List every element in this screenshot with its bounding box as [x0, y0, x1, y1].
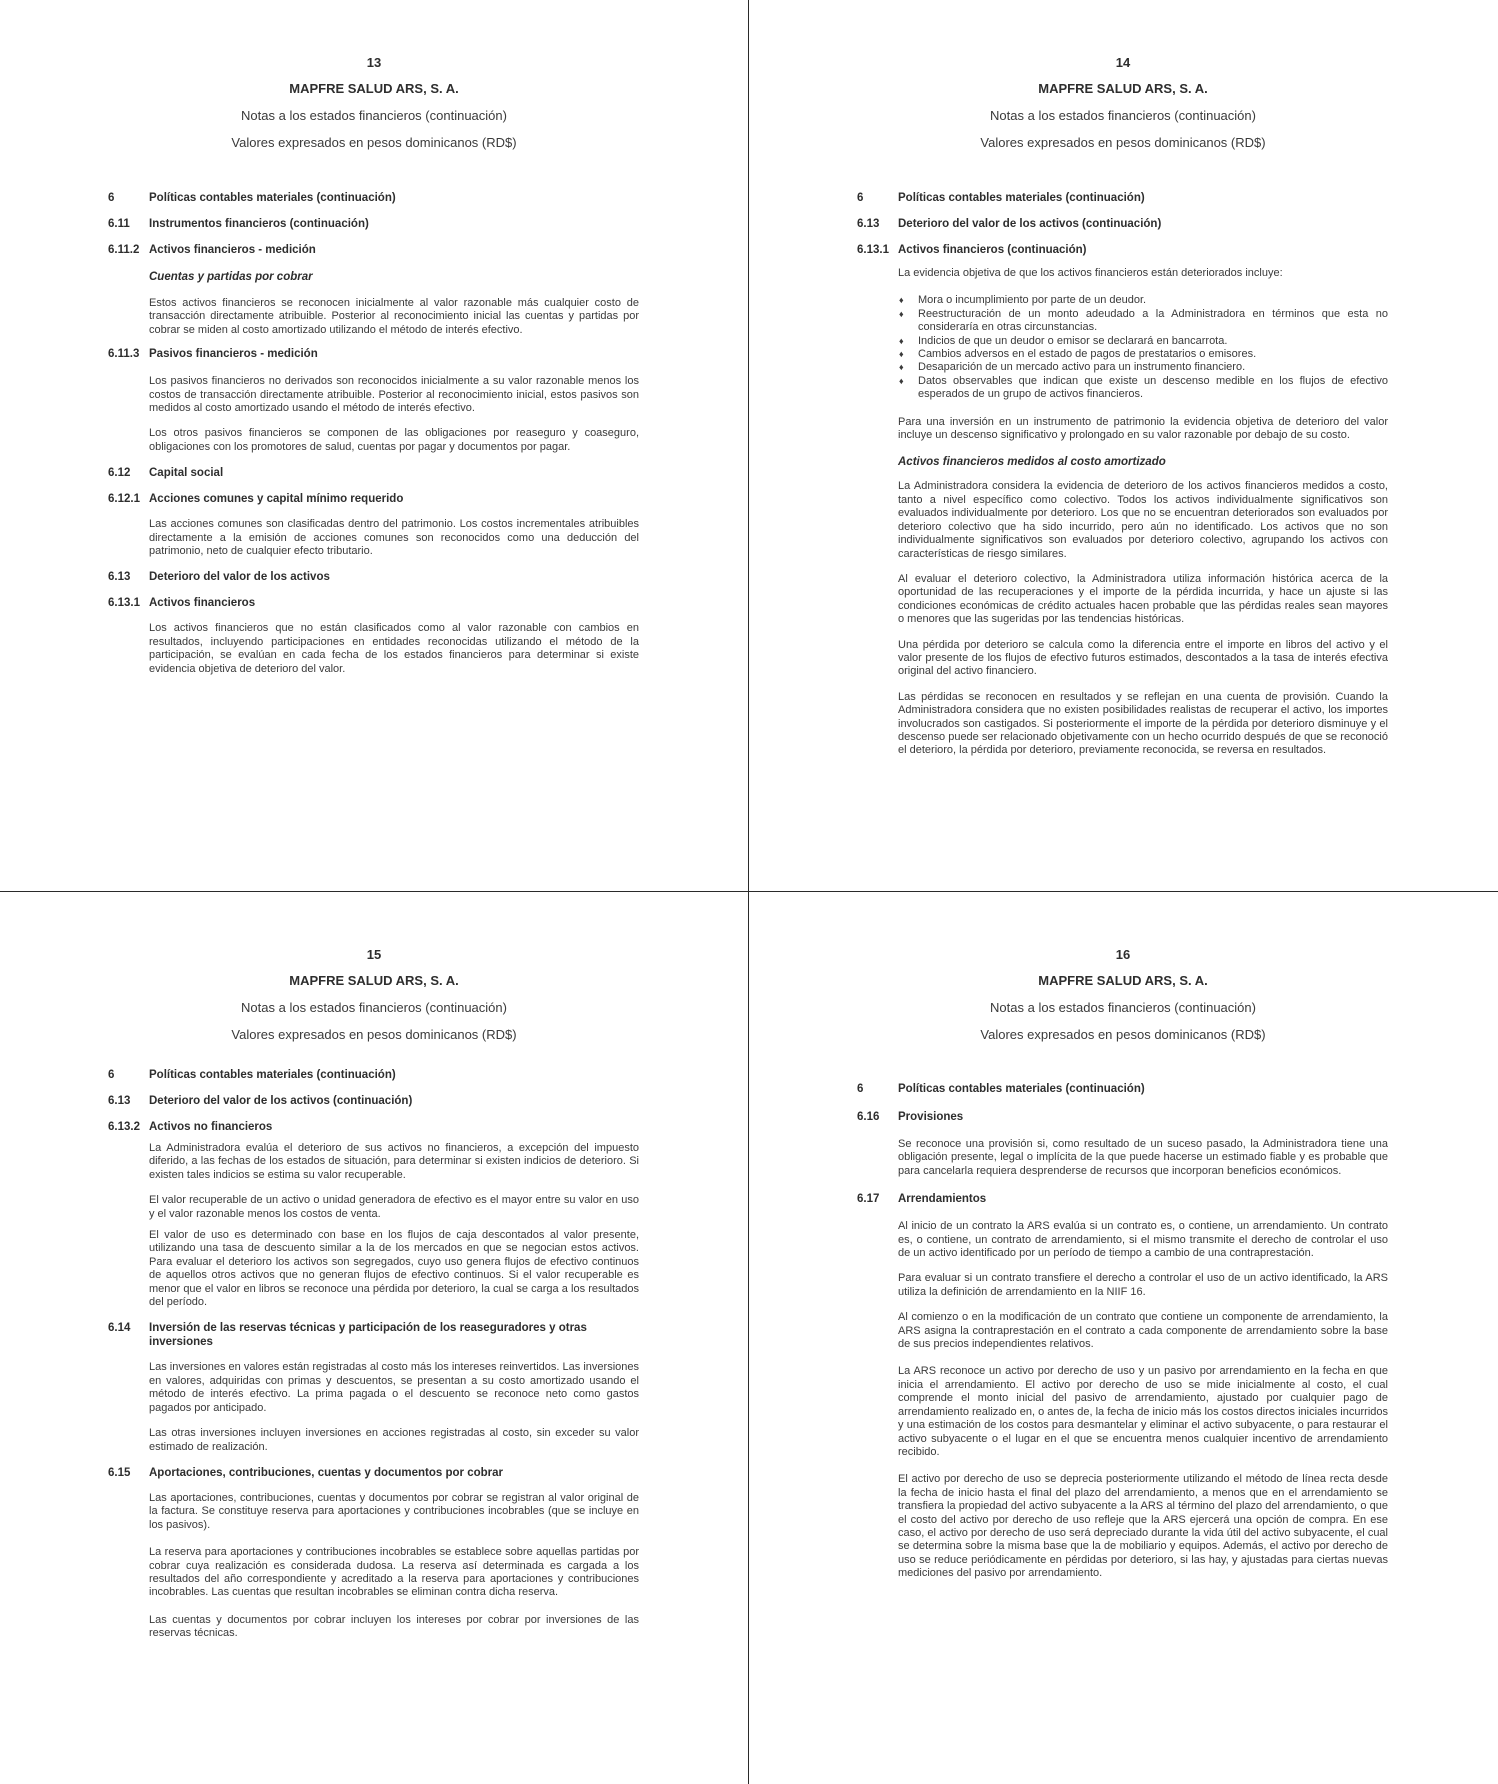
section-heading: 6.15 Aportaciones, contribuciones, cuentas y documentos por cobrar: [108, 1466, 504, 1479]
page-subtitle: Notas a los estados financieros (continuación): [241, 1000, 507, 1015]
list-item: ♦ Datos observables que indican que existe un descenso medible en los flujos de efectivo esperados de un grupo de activos financieros.: [899, 374, 1388, 401]
paragraph: Las aportaciones, contribuciones, cuentas y documentos por cobrar se registran al valor original de la factura. Se constituye reserva para aportaciones y contribuciones incobrables (que se incluye en los pasivos).: [149, 1491, 639, 1531]
paragraph: Los pasivos financieros no derivados son reconocidos inicialmente a su valor razonable menos los costos de transacción directamente atribuible. Posterior al reconocimiento inicial, estos pasivos son medidos al costo amortizado usando el método de interés efectivo.: [149, 375, 639, 415]
bullet-list: [898, 294, 1388, 401]
section-heading: 6.13 Deterioro del valor de los activos (continuación): [857, 218, 1162, 230]
section-heading: 6.13.2 Activos no financieros: [108, 1121, 273, 1133]
page-body: [857, 1082, 1388, 1581]
paragraph: Los otros pasivos financieros se componen de las obligaciones por reaseguro y coaseguro, obligaciones con los promotores de salud, cuentas por pagar y documentos por pagar.: [149, 427, 639, 453]
page-number: 16: [1115, 947, 1131, 962]
paragraph: El valor recuperable de un activo o unidad generadora de efectivo es el mayor entre su valor en uso y el valor razonable menos los costos de venta.: [149, 1194, 639, 1220]
paragraph: El activo por derecho de uso se deprecia posteriormente utilizando el método de línea recta desde la fecha de inicio hasta el final del plazo del arrendamiento, a menos que en el arrendamiento se transfiera la propiedad del activo subyacente a la ARS al término del plazo del arrendamiento, o que el costo del activo por derecho de uso refleje que la ARS ejercerá una opción de compra. En ese caso, el activo por derecho de uso será depreciado durante la vida útil del activo subyacente, el cual se determina sobre la misma base que la de mobiliario y equipos. Además, el activo por derecho de uso se reduce periódicamente en pérdidas por deterioro, si las hay, y ajustadas para ciertas nuevas mediciones del pasivo por arrendamiento.: [898, 1473, 1388, 1580]
paragraph: Las acciones comunes son clasificadas dentro del patrimonio. Los costos incrementales atribuibles directamente a la emisión de acciones comunes son reconocidos como una deducción del patrimonio, neto de cualquier efecto tributario.: [149, 518, 639, 558]
section-heading: 6.12.1 Acciones comunes y capital mínimo requerido: [108, 493, 404, 506]
page-number: 14: [1115, 55, 1131, 70]
list-item: ♦ Desaparición de un mercado activo para un instrumento financiero.: [899, 361, 1246, 374]
list-item: ♦ Mora o incumplimiento por parte de un deudor.: [899, 294, 1147, 307]
list-item: ♦ Indicios de que un deudor o emisor se declarará en bancarrota.: [899, 334, 1228, 347]
paragraph: Estos activos financieros se reconocen inicialmente al valor razonable más cualquier costo de transacción directamente atribuible. Posterior al reconocimiento inicial las cuentas y partidas por cobrar se miden al costo amortizado utilizando el método de interés efectivo.: [149, 297, 639, 336]
diamond-bullet-icon: ♦: [899, 295, 904, 306]
paragraph: Una pérdida por deterioro se calcula como la diferencia entre el importe en libros del activo y el valor presente de los flujos de efectivo futuros estimados, descontados a la tasa de interés efectiva original del activo financiero.: [898, 638, 1388, 678]
page-15: [0, 892, 748, 1783]
paragraph: Los activos financieros que no están clasificados como al valor razonable con cambios en resultados, incluyendo participaciones en entidades reconocidas utilizando el método de la participación, se evalúan en cada fecha de los estados financieros para determinar si existe evidencia objetiva de deterioro del valor.: [149, 622, 639, 675]
paragraph: Las otras inversiones incluyen inversiones en acciones registradas al costo, sin exceder su valor estimado de realización.: [149, 1427, 639, 1453]
section-heading: 6.11.3 Pasivos financieros - medición: [108, 348, 318, 361]
diamond-bullet-icon: ♦: [899, 362, 904, 373]
page-subtitle: Notas a los estados financieros (continuación): [241, 108, 507, 123]
section-heading: 6.14 Inversión de las reservas técnicas y participación de los reaseguradores y otras inversiones: [108, 1322, 587, 1349]
paragraph: Para evaluar si un contrato transfiere el derecho a controlar el uso de un activo identificado, la ARS utiliza la definición de arrendamiento en la NIIF 16.: [898, 1272, 1388, 1298]
company-name: MAPFRE SALUD ARS, S. A.: [289, 81, 459, 96]
section-heading: 6.11.2 Activos financieros - medición: [108, 244, 316, 256]
section-heading: 6.13.1 Activos financieros: [108, 597, 256, 610]
page-13: [0, 0, 748, 891]
paragraph: La Administradora evalúa el deterioro de sus activos no financieros, a excepción del impuesto diferido, a las fechas de los estados de situación, para determinar si existen indicios de deterioro. Si existen tales indicios se estima su valor recuperable.: [149, 1142, 639, 1181]
currency-note: Valores expresados en pesos dominicanos (RD$): [980, 1027, 1266, 1042]
page-subtitle: Notas a los estados financieros (continuación): [990, 108, 1256, 123]
section-heading: 6 Políticas contables materiales (continuación): [857, 1083, 1145, 1095]
list-item: ♦ Cambios adversos en el estado de pagos de prestatarios o emisores.: [899, 348, 1257, 361]
currency-note: Valores expresados en pesos dominicanos (RD$): [231, 135, 517, 150]
page-number: 13: [366, 55, 382, 70]
currency-note: Valores expresados en pesos dominicanos (RD$): [231, 1027, 517, 1042]
paragraph: Al comienzo o en la modificación de un contrato que contiene un componente de arrendamiento, la ARS asigna la contraprestación en el contrato a cada componente de arrendamiento sobre la base de sus precios independientes relativos.: [898, 1311, 1388, 1351]
page-body: [108, 191, 639, 676]
italic-subheading: Activos financieros medidos al costo amortizado: [898, 456, 1166, 469]
paragraph: Al inicio de un contrato la ARS evalúa si un contrato es, o contiene, un arrendamiento. Un contrato es, o contiene, un contrato de arrendamiento, si el mismo transmite el derecho de controlar el uso de un activo identificado por un período de tiempo a cambio de una contraprestación.: [898, 1220, 1388, 1260]
section-heading: 6.13 Deterioro del valor de los activos: [108, 571, 330, 584]
diamond-bullet-icon: ♦: [899, 349, 904, 360]
section-heading: 6 Políticas contables materiales (continuación): [857, 192, 1145, 204]
company-name: MAPFRE SALUD ARS, S. A.: [289, 973, 459, 988]
paragraph: Las pérdidas se reconocen en resultados y se reflejan en una cuenta de provisión. Cuando la Administradora considera que no existen posibilidades realistas de recuperar el activo, los importes involucrados son castigados. Si posteriormente el importe de la pérdida por deterioro disminuye y el descenso puede ser relacionado objetivamente con un hecho ocurrido después de que se reconoció el deterioro, la pérdida por deterioro, previamente reconocida, se reversa en resultados.: [898, 690, 1388, 757]
paragraph: Para una inversión en un instrumento de patrimonio la evidencia objetiva de deterioro del valor incluye un descenso significativo y prolongado en su valor razonable por debajo de su costo.: [898, 415, 1388, 442]
page-body: [108, 1068, 639, 1641]
currency-note: Valores expresados en pesos dominicanos (RD$): [980, 135, 1266, 150]
section-heading: 6 Políticas contables materiales (continuación): [108, 1069, 396, 1081]
section-heading: 6.11 Instrumentos financieros (continuación): [108, 218, 369, 230]
company-name: MAPFRE SALUD ARS, S. A.: [1038, 81, 1208, 96]
italic-subheading: Cuentas y partidas por cobrar: [149, 271, 313, 283]
page-body: [857, 191, 1388, 758]
paragraph: El valor de uso es determinado con base en los flujos de caja descontados al valor presente, utilizando una tasa de descuento similar a la de los mercados en que se negocian estos activos. Para evaluar el deterioro los activos son segregados, cuyo uso genera flujos de efectivo continuos de aquellos otros activos que no generan flujos de efectivo continuos. Si el valor recuperable es menor que el valor en libros se reconoce una pérdida por deterioro, la cual se carga a los resultados del período.: [149, 1229, 639, 1309]
diamond-bullet-icon: ♦: [899, 375, 904, 386]
section-heading: 6 Políticas contables materiales (continuación): [108, 192, 396, 204]
paragraph: Se reconoce una provisión si, como resultado de un suceso pasado, la Administradora tiene una obligación presente, legal o implícita de la que puede hacerse un estimado fiable y es probable que para cancelarla requiera desprenderse de recursos que incorporan beneficios económicos.: [898, 1138, 1388, 1177]
paragraph: Al evaluar el deterioro colectivo, la Administradora utiliza información histórica acerca de la oportunidad de las recuperaciones y el importe de la pérdida incurrida, y hace un ajuste si las condiciones económicas de crédito actuales hacen probable que las pérdidas reales sean mayores o menores que las sugeridas por las tendencias históricas.: [898, 572, 1388, 626]
section-heading: 6.13 Deterioro del valor de los activos (continuación): [108, 1095, 413, 1107]
paragraph: La evidencia objetiva de que los activos financieros están deteriorados incluye:: [898, 267, 1283, 279]
page-subtitle: Notas a los estados financieros (continuación): [990, 1000, 1256, 1015]
paragraph: La Administradora considera la evidencia de deterioro de los activos financieros medidos a costo, tanto a nivel específico como colectivo. Todos los activos individualmente significativos son evaluados individualmente por deterioro. Los que no se encuentran deteriorados son evaluados por deterioro colectivo que ha sido incurrido, pero aún no identificado. Los activos que no son individualmente significativos son evaluados por deterioro colectivo, agrupando los activos con características de riesgo similares.: [898, 480, 1388, 560]
diamond-bullet-icon: ♦: [899, 308, 904, 319]
paragraph: La ARS reconoce un activo por derecho de uso y un pasivo por arrendamiento en la fecha en que inicia el arrendamiento. El activo por derecho de uso se mide inicialmente al costo, el cual comprende el monto inicial del pasivo de arrendamiento, ajustado por cualquier pago de arrendamiento realizado en, o antes de, la fecha de inicio más los costos directos iniciales incurridos y una estimación de los costos para desmantelar y eliminar el activo subyacente, o para restaurar el activo subyacente o el lugar en el que se encuentra menos cualquier incentivo de arrendamiento recibido.: [898, 1365, 1388, 1458]
page-14: [749, 0, 1497, 891]
company-name: MAPFRE SALUD ARS, S. A.: [1038, 973, 1208, 988]
page-number: 15: [366, 947, 382, 962]
section-heading: 6.17 Arrendamientos: [857, 1193, 987, 1206]
page-16: [749, 892, 1497, 1783]
paragraph: Las inversiones en valores están registradas al costo más los intereses reinvertidos. Las inversiones en valores, adquiridas con primas y descuentos, se presentan a su costo amortizado usando el método de interés efectivo. La prima pagada o el descuento se reconoce neto como gastos pagados por anticipado.: [149, 1361, 639, 1414]
paragraph: Las cuentas y documentos por cobrar incluyen los intereses por cobrar por inversiones de las reservas técnicas.: [149, 1613, 639, 1640]
section-heading: 6.12 Capital social: [108, 467, 224, 480]
list-item: ♦ Reestructuración de un monto adeudado a la Administradora en términos que esta no consideraría en otras circunstancias.: [899, 307, 1388, 334]
paragraph: La reserva para aportaciones y contribuciones incobrables se establece sobre aquellas partidas por cobrar cuya realización es considerada dudosa. La reserva así determinada es cargada a los resultados del año correspondiente y acreditado a la reserva para aportaciones y contribuciones incobrables. Las cuentas que resultan incobrables se eliminan contra dicha reserva.: [149, 1546, 639, 1599]
section-heading: 6.16 Provisiones: [857, 1111, 964, 1123]
section-heading: 6.13.1 Activos financieros (continuación): [857, 244, 1087, 256]
diamond-bullet-icon: ♦: [899, 335, 904, 346]
